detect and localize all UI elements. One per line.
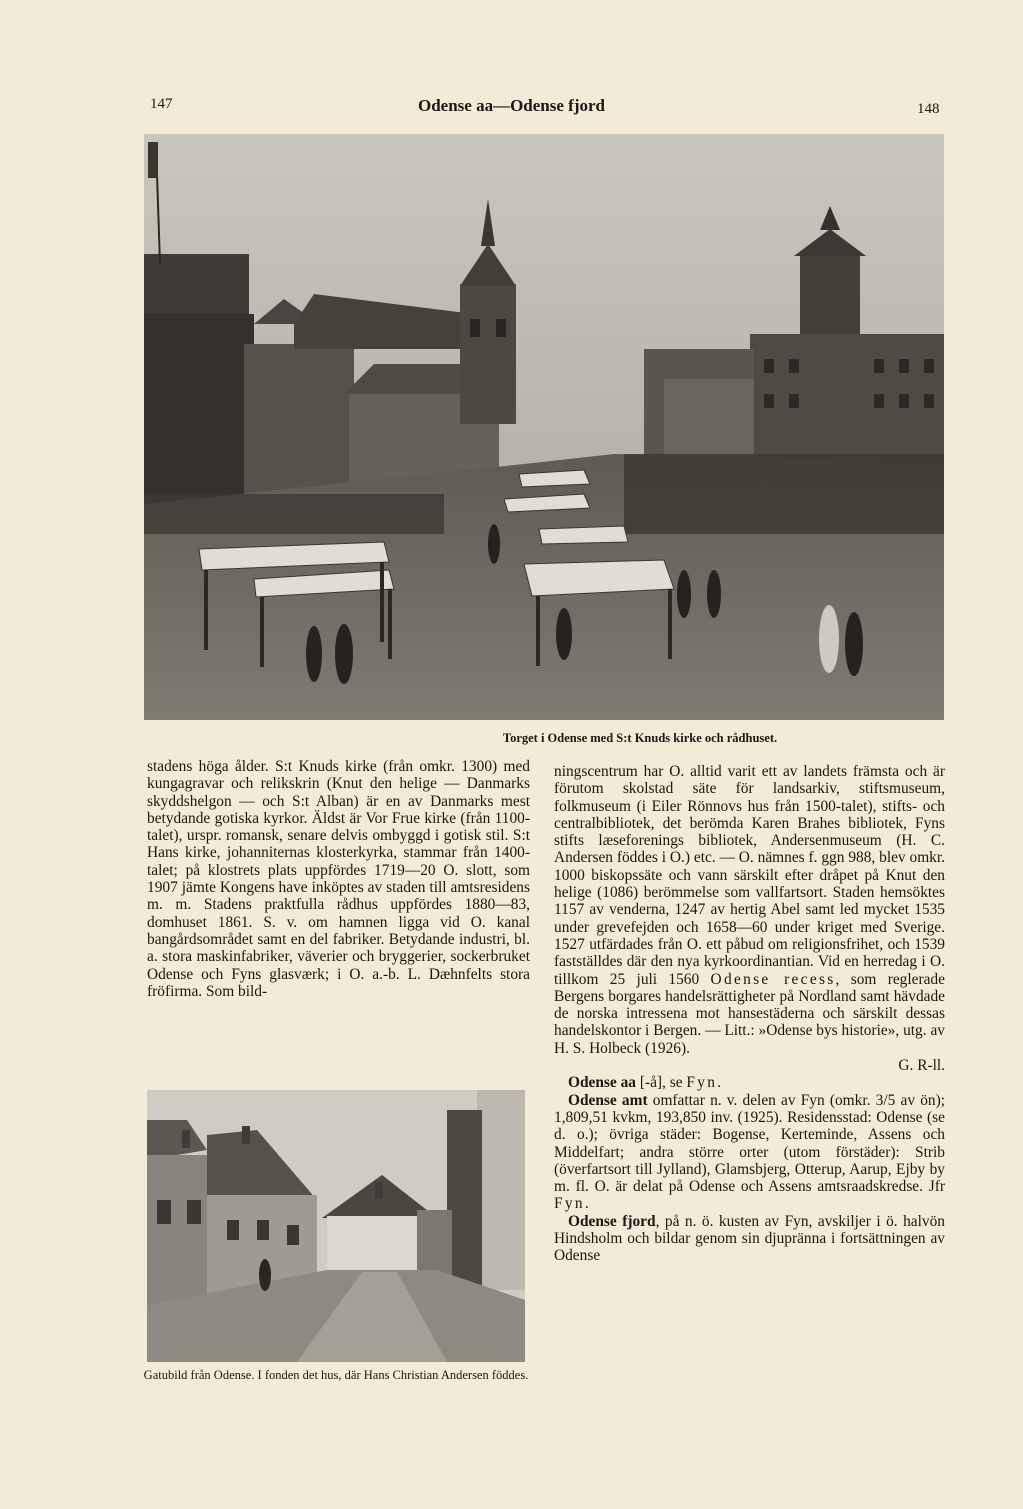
entry-odense-fjord — [554, 1213, 945, 1265]
cross-reference: Fyn — [554, 1195, 585, 1213]
entry-odense-aa — [554, 1074, 945, 1091]
figure-caption-bottom: Gatubild från Odense. I fonden det hus, där Hans Christian Andersen föddes. — [143, 1368, 529, 1382]
entry-headword: Odense amt — [568, 1091, 648, 1109]
entry-text: [-å], se — [635, 1074, 687, 1092]
entry-headword: Odense fjord — [568, 1212, 656, 1230]
market-square-photo — [144, 134, 944, 720]
author-signature: G. R-ll. — [898, 1057, 945, 1075]
street-photo — [147, 1090, 525, 1362]
street-illustration — [147, 1090, 525, 1362]
figure-caption-top: Torget i Odense med S:t Knuds kirke och rådhuset. — [502, 731, 778, 745]
entry-headword: Odense aa — [568, 1074, 636, 1092]
entry-text: . — [584, 1195, 589, 1213]
spaced-term: Odense recess — [710, 970, 836, 988]
entry-text: , på n. ö. kusten av Fyn, avskiljer i ö. halvön Hindsholm och bildar genom sin djupränna i fortsättningen av Odense — [554, 1212, 945, 1265]
left-column — [147, 758, 530, 1000]
page-number-left: 147 — [150, 96, 173, 112]
page-number-right: 148 — [917, 101, 940, 117]
article-text: , som reglerade Bergens borgares handelsrättigheter på Nordland samt hävdade de norska intressena mot hansestäderna och särskilt dessas handelskontor i Bergen. — Litt.: »Odense bys historie», utg. av H. S. Holbeck (1926). — [554, 970, 945, 1057]
entry-odense-amt — [554, 1092, 945, 1213]
article-text: ningscentrum har O. alltid varit ett av landets främsta och är förutom skolstad säte för landsarkiv, stiftsmuseum, folkmuseum (i Eiler Rönnovs hus från 1500-talet), stifts- och centralbibliotek, det berömda Karen Brahes bibliotek, Fyns stifts læseforenings bibliotek, Andersenmuseum (H. C. Andersen föddes i O.) etc. — O. nämnes f. ggn 988, blev omkr. 1000 biskopssäte och vann särskilt efter dråpet på Knut den helige (1086) berömmelse som vallfartsort. Staden hemsöktes 1157 av venderna, 1247 av hertig Abel samt led mycket 1535 under grevefejden och 1658—60 under kriget med Sverige. 1527 utfärdades från O. ett påbud om religionsfrihet, och 1539 fastställdes där den nya kyrkoordinantian. Vid en herredag i O. tillkom 25 juli 1560 — [554, 763, 945, 988]
article-odense-continued — [554, 763, 945, 1057]
page-title: Odense aa—Odense fjord — [418, 96, 605, 115]
entry-text: omfattar n. v. delen av Fyn (omkr. 3/5 av ön); 1,809,51 kvkm, 193,850 inv. (1925). Residensstad: Odense (se d. o.); övriga städer: Bogense, Kerteminde, Assens och Middelfart; andra större orter (utom förstäder): Strib (överfartsort till Jylland), Glamsbjerg, Otterup, Aarup, Ejby by m. fl. O. är delat på Odense och Assens amtsraadskredse. Jfr — [554, 1091, 945, 1196]
cross-reference: Fyn — [686, 1074, 718, 1092]
entry-text: . — [717, 1074, 722, 1092]
left-column-paragraph: stadens höga ålder. S:t Knuds kirke (från omkr. 1300) med kungagravar och relikskrin (Knut den helige — Danmarks skyddshelgon — och S:t Alban) är en av Danmarks mest betydande gotiska kyrkor. Äldst är Vor Frue kirke (från 1100-talet), urspr. romansk, senare delvis ombyggd i gotisk stil. S:t Hans kirke, johanniternas klosterkyrka, stammar från 1400-talet; på klostrets plats uppfördes 1719—20 O. slott, som 1907 jämte Kongens have inköptes av staden till amtsresidens m. m. Stadens praktfulla rådhus uppfördes 1880—83, domhuset 1861. S. v. om hamnen ligga vid O. kanal bangårdsområdet samt en del fabriker. Betydande industri, bl. a. stora maskinfabriker, väverier och bryggerier, sockerbruket Odense och Fyns glasværk; i O. a.-b. L. Dæhnfelts stora fröfirma. Som bild- — [147, 758, 530, 1000]
market-square-illustration — [144, 134, 944, 720]
right-column — [554, 763, 945, 1265]
